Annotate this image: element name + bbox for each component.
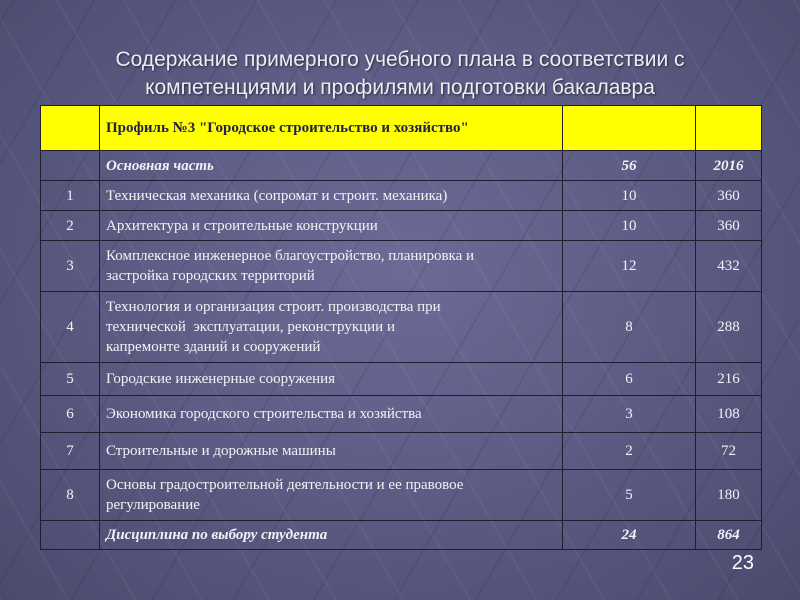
discipline-name-line: Основы градостроительной деятельности и ее правовое: [106, 477, 464, 493]
row-number: 7: [41, 433, 100, 470]
credits-value: 2: [563, 433, 696, 470]
credits-value: 8: [563, 292, 696, 363]
hours-value: 288: [696, 292, 762, 363]
elective-hours-cell: 864: [696, 521, 762, 550]
row-number: 8: [41, 470, 100, 521]
discipline-name-line: застройка городских территорий: [106, 268, 315, 284]
credits-value: 10: [563, 211, 696, 241]
row-number: 3: [41, 241, 100, 292]
table-row: [41, 211, 762, 241]
hours-value: 360: [696, 181, 762, 211]
subtotal-hours-cell: 2016: [696, 151, 762, 181]
curriculum-table: [40, 105, 762, 550]
row-number: 5: [41, 363, 100, 396]
header-profile-cell: Профиль №3 "Городское строительство и хозяйство": [100, 106, 563, 151]
hours-value: 108: [696, 396, 762, 433]
subtotal-num-cell: [41, 151, 100, 181]
elective-credits-cell: 24: [563, 521, 696, 550]
discipline-name-line: капремонте зданий и сооружений: [106, 339, 321, 355]
subtotal-row: [41, 151, 762, 181]
row-number: 4: [41, 292, 100, 363]
row-number: 2: [41, 211, 100, 241]
credits-value: 6: [563, 363, 696, 396]
header-credits-cell: [563, 106, 696, 151]
table-row: [41, 433, 762, 470]
credits-value: 12: [563, 241, 696, 292]
slide-title-line-1: Содержание примерного учебного плана в соответствии с: [115, 48, 685, 71]
credits-value: 3: [563, 396, 696, 433]
discipline-name-line: Комплексное инженерное благоустройство, планировка и: [106, 248, 475, 264]
discipline-name: Строительные и дорожные машины: [100, 433, 563, 470]
discipline-name: Городские инженерные сооружения: [100, 363, 563, 396]
discipline-name-line: Технология и организация строит. производства при: [106, 299, 441, 315]
discipline-name: Архитектура и строительные конструкции: [100, 211, 563, 241]
slide-title: [40, 46, 760, 102]
hours-value: 432: [696, 241, 762, 292]
page-number: 23: [731, 552, 754, 574]
credits-value: 10: [563, 181, 696, 211]
elective-num-cell: [41, 521, 100, 550]
hours-value: 180: [696, 470, 762, 521]
header-hours-cell: [696, 106, 762, 151]
table-row: [41, 292, 762, 363]
discipline-name-line: регулирование: [106, 497, 200, 513]
subtotal-name-cell: Основная часть: [100, 151, 563, 181]
discipline-name-line: технической эксплуатации, реконструкции и: [106, 319, 395, 335]
discipline-name: [100, 241, 563, 292]
hours-value: 216: [696, 363, 762, 396]
table-row: [41, 241, 762, 292]
discipline-name: Техническая механика (сопромат и строит. механика): [100, 181, 563, 211]
hours-value: 72: [696, 433, 762, 470]
table-header-row: [41, 106, 762, 151]
slide-title-line-2: компетенциями и профилями подготовки бакалавра: [145, 76, 655, 99]
header-num-cell: [41, 106, 100, 151]
discipline-name: Экономика городского строительства и хозяйства: [100, 396, 563, 433]
hours-value: 360: [696, 211, 762, 241]
discipline-name: [100, 470, 563, 521]
elective-total-row: [41, 521, 762, 550]
table-row: [41, 181, 762, 211]
elective-name-cell: Дисциплина по выбору студента: [100, 521, 563, 550]
table-row: [41, 363, 762, 396]
subtotal-credits-cell: 56: [563, 151, 696, 181]
row-number: 6: [41, 396, 100, 433]
table-row: [41, 470, 762, 521]
table-row: [41, 396, 762, 433]
row-number: 1: [41, 181, 100, 211]
credits-value: 5: [563, 470, 696, 521]
discipline-name: [100, 292, 563, 363]
